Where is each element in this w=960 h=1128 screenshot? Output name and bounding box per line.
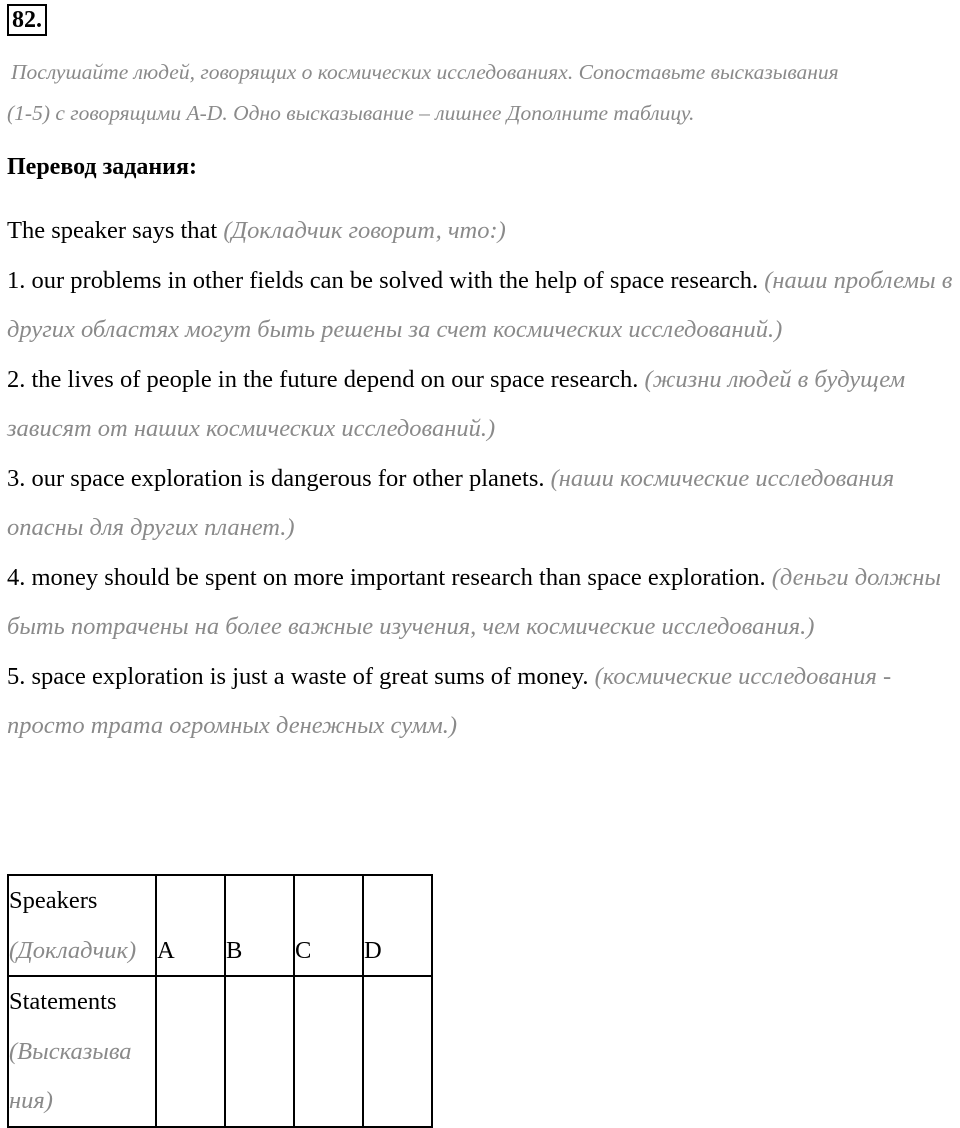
answer-cell-b[interactable] (225, 976, 294, 1127)
speaker-a-cell (156, 875, 225, 976)
statement-1-ru: (наши проблемы в других областях могут быть решены за счет космических исследований.) (7, 266, 953, 343)
statement-5 (7, 652, 957, 751)
statements-header-cell (8, 976, 156, 1127)
statements-label-ru: (Высказыва ния) (9, 1037, 132, 1114)
statement-2 (7, 355, 957, 454)
translation-heading: Перевод задания: (7, 154, 197, 180)
statement-4 (7, 553, 957, 652)
answer-table (7, 874, 433, 1128)
statement-5-ru: (космические исследования - просто трата огромных денежных сумм.) (7, 662, 892, 739)
statements-text (7, 206, 957, 751)
answer-cell-c[interactable] (294, 976, 363, 1127)
speakers-label: Speakers (9, 887, 98, 914)
speakers-label-ru: (Докладчик) (9, 936, 137, 964)
statement-4-en: 4. money should be spent on more important research than space exploration. (7, 563, 766, 591)
instructions-line-2: (1-5) с говорящими A-D. Одно высказывание – лишнее Дополните таблицу. (7, 101, 695, 125)
intro-ru: (Докладчик говорит, что:) (223, 217, 506, 244)
task-number: 82. (7, 4, 47, 36)
intro-en: The speaker says that (7, 217, 218, 244)
speaker-c-label: C (295, 936, 312, 964)
speaker-d-cell (363, 875, 432, 976)
statement-2-en: 2. the lives of people in the future depend on our space research. (7, 365, 639, 393)
answer-cell-d[interactable] (363, 976, 432, 1127)
statement-2-ru: (жизни людей в будущем зависят от наших космических исследований.) (7, 365, 906, 442)
statement-3-en: 3. our space exploration is dangerous for other planets. (7, 464, 545, 492)
intro-line (7, 206, 957, 256)
speaker-c-cell (294, 875, 363, 976)
statements-label: Statements (9, 988, 117, 1015)
instructions-line-1: Послушайте людей, говорящих о космических исследованиях. Сопоставьте высказывания (11, 60, 839, 84)
task-instructions (7, 52, 957, 134)
speaker-a-label: A (157, 936, 175, 964)
speaker-b-cell (225, 875, 294, 976)
answer-cell-a[interactable] (156, 976, 225, 1127)
statement-4-ru: (деньги должны быть потрачены на более важные изучения, чем космические исследования.) (7, 563, 941, 640)
statement-3-ru: (наши космические исследования опасны для других планет.) (7, 464, 895, 541)
speaker-b-label: B (226, 936, 243, 964)
speaker-d-label: D (364, 936, 382, 964)
statement-5-en: 5. space exploration is just a waste of great sums of money. (7, 662, 589, 690)
statements-row (8, 976, 432, 1127)
speakers-header-cell (8, 875, 156, 976)
statement-3 (7, 454, 957, 553)
speakers-row (8, 875, 432, 976)
statement-1-en: 1. our problems in other fields can be solved with the help of space research. (7, 266, 759, 294)
statement-1 (7, 256, 957, 355)
